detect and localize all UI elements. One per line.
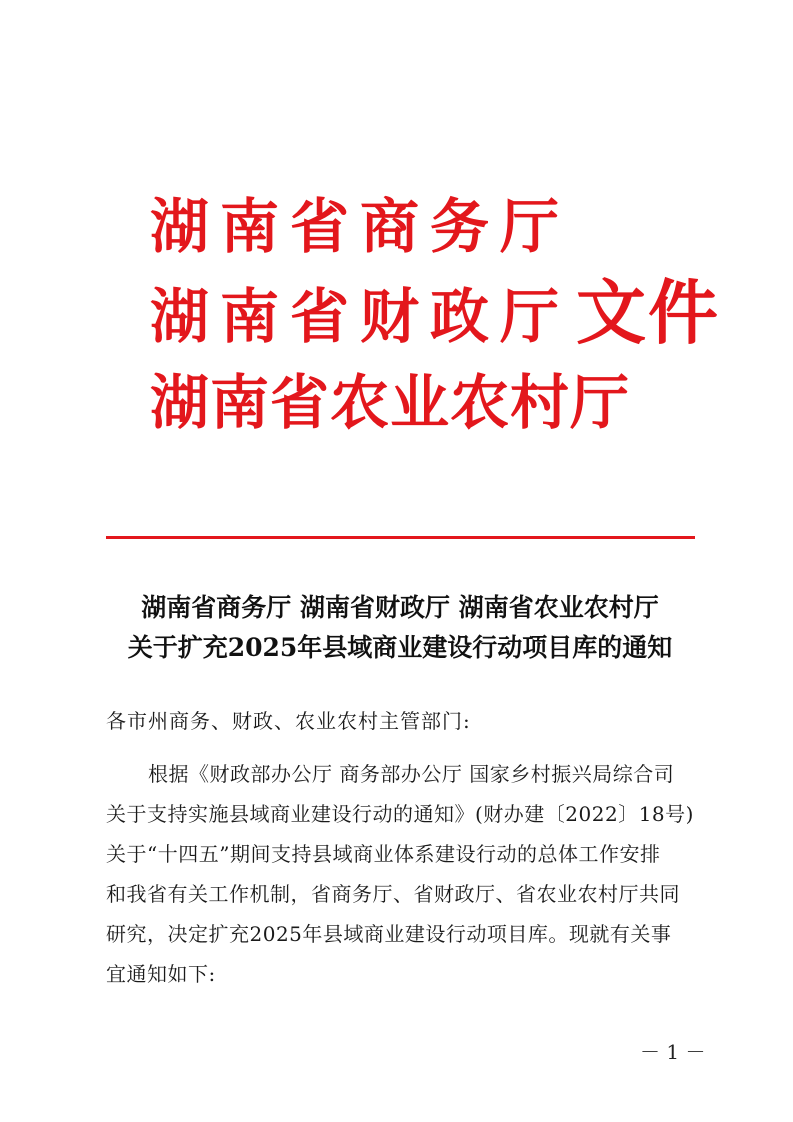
salutation: 各市州商务、财政、农业农村主管部门: <box>106 709 471 733</box>
document-title-line2: 关于扩充2025年县域商业建设行动项目库的通知 <box>127 633 673 662</box>
issuer-line-finance <box>150 271 721 354</box>
body-line: 关于支持实施县域商业建设行动的通知》(财办建〔2022〕18号) <box>106 802 694 826</box>
document-suffix: 文件 <box>576 271 721 354</box>
body-line: 研究，决定扩充2025年县域商业建设行动项目库。现就有关事 <box>106 922 672 946</box>
document-title-line1: 湖南省商务厅 湖南省财政厅 湖南省农业农村厅 <box>141 593 659 622</box>
body-line: 和我省有关工作机制，省商务厅、省财政厅、省农业农村厅共同 <box>106 882 680 906</box>
red-divider <box>106 536 695 539</box>
issuer-finance-text: 湖南省财政厅 <box>150 282 571 351</box>
page-number: － 1 － <box>640 1040 706 1064</box>
body-paragraph <box>106 754 698 994</box>
body-line: 根据《财政部办公厅 商务部办公厅 国家乡村振兴局综合司 <box>148 762 675 786</box>
body-line: 关于“十四五”期间支持县域商业体系建设行动的总体工作安排 <box>106 842 661 866</box>
issuer-line-commerce: 湖南省商务厅 <box>150 192 571 261</box>
issuer-line-agriculture: 湖南省农业农村厅 <box>150 368 631 437</box>
body-line: 宜通知如下: <box>106 962 216 986</box>
